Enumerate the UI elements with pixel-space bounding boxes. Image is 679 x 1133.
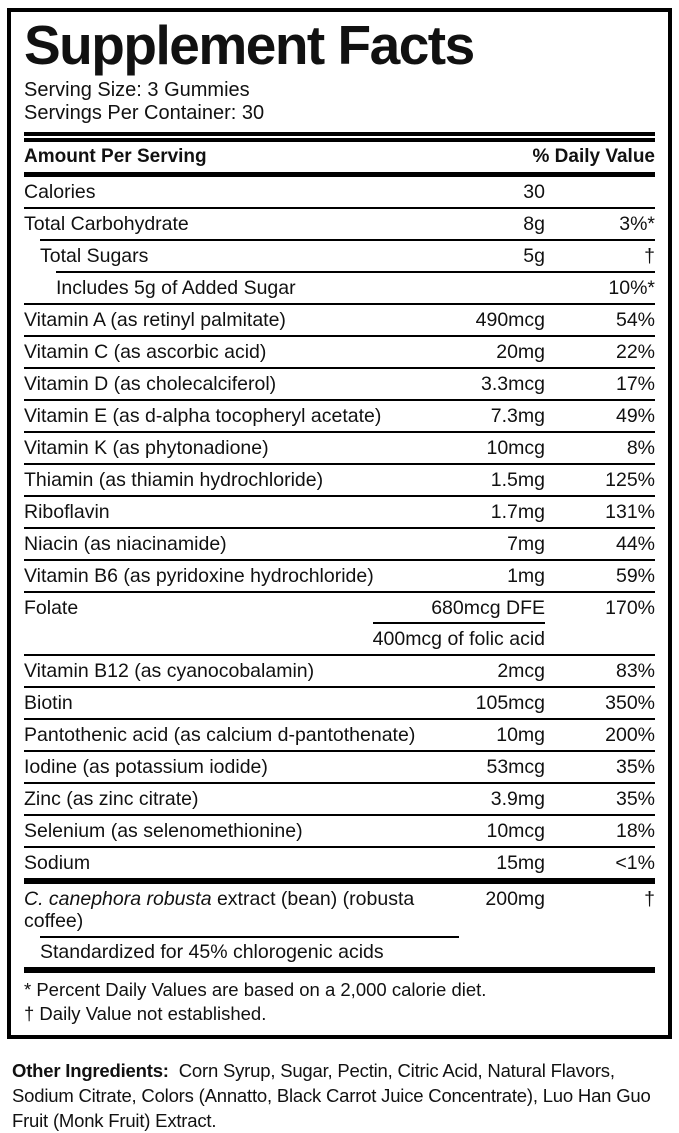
table-row [24,750,655,782]
table-row [24,431,655,463]
table-row [40,239,655,271]
nutrient-amount-primary: 680mcg DFE [373,597,545,624]
nutrient-daily-value: 22% [615,341,655,363]
table-row [24,495,655,527]
table-row [24,207,655,239]
nutrient-daily-value: 3%* [619,213,655,235]
nutrient-amount: 8g [523,213,545,235]
table-row [24,559,655,591]
nutrient-amount: 10mg [496,724,545,746]
nutrient-daily-value: 54% [615,309,655,331]
nutrient-name: Selenium (as selenomethionine) [24,820,303,842]
table-row [24,814,655,846]
nutrient-daily-value: 83% [615,660,655,682]
nutrient-amount: 10mcg [486,437,545,459]
nutrient-amount: 5g [523,245,545,267]
footnotes [24,973,655,1029]
table-row [24,718,655,750]
nutrient-name: Folate [24,597,79,619]
nutrient-amount: 53mcg [486,756,545,778]
nutrient-name: Vitamin C (as ascorbic acid) [24,341,267,363]
nutrient-daily-value: 10%* [608,277,655,299]
nutrient-name: Thiamin (as thiamin hydrochloride) [24,469,324,491]
table-row [24,878,655,936]
table-row [24,335,655,367]
nutrient-amount: 105mcg [475,692,545,714]
table-row [24,303,655,335]
nutrient-name: Biotin [24,692,73,714]
other-ingredients [12,1058,669,1133]
nutrient-daily-value: † [644,888,655,910]
table-row [56,271,655,303]
nutrient-daily-value: <1% [615,852,655,874]
nutrient-amount-secondary: 400mcg of folic acid [372,628,545,650]
double-rule [24,132,655,142]
table-subrow [40,936,655,967]
nutrient-amount: 10mcg [486,820,545,842]
nutrient-name: Zinc (as zinc citrate) [24,788,199,810]
nutrient-name: Includes 5g of Added Sugar [56,277,296,299]
nutrient-name: Calories [24,181,96,203]
other-ingredients-label: Other Ingredients: [12,1060,169,1081]
nutrient-amount: 200mg [485,888,545,910]
nutrient-daily-value: 350% [605,692,655,714]
nutrient-daily-value: 200% [605,724,655,746]
column-header-row [24,142,655,172]
nutrient-daily-value: 35% [615,788,655,810]
nutrient-daily-value: † [644,245,655,267]
nutrient-amount: 1mg [507,565,545,587]
nutrient-daily-value: 125% [605,469,655,491]
nutrient-amount: 1.5mg [490,469,545,491]
table-row [24,399,655,431]
table-row [24,463,655,495]
supplement-facts-label [7,8,672,1039]
nutrient-amount: 490mcg [475,309,545,331]
nutrient-amount: 7.3mg [490,405,545,427]
footnote-daily-value: * Percent Daily Values are based on a 2,000 calorie diet. [24,979,487,1000]
table-row [24,782,655,814]
label-title: Supplement Facts [24,14,474,76]
nutrient-amount: 1.7mg [490,501,545,523]
nutrient-name: Vitamin B12 (as cyanocobalamin) [24,660,315,682]
table-row [24,177,655,207]
nutrient-daily-value: 44% [615,533,655,555]
nutrient-daily-value: 17% [615,373,655,395]
nutrient-amount: 7mg [507,533,545,555]
nutrient-daily-value: 35% [615,756,655,778]
nutrient-name: C. canephora robusta extract (bean) (robusta coffee) [24,888,415,932]
nutrient-daily-value: 59% [615,565,655,587]
table-row [24,367,655,399]
table-row [24,654,655,686]
nutrient-amount: 3.9mg [490,788,545,810]
nutrient-amount: 2mcg [497,660,545,682]
footnote-dagger: † Daily Value not established. [24,1003,267,1024]
table-row [24,591,655,654]
nutrient-daily-value: 18% [615,820,655,842]
nutrient-table [24,177,655,967]
nutrient-name: Niacin (as niacinamide) [24,533,227,555]
nutrient-daily-value: 49% [615,405,655,427]
nutrient-amount: 20mg [496,341,545,363]
servings-per-container: Servings Per Container: 30 [24,102,265,124]
table-row [24,527,655,559]
column-header-amount: Amount Per Serving [24,146,207,167]
column-header-daily-value: % Daily Value [532,146,655,167]
nutrient-daily-value: 8% [626,437,655,459]
nutrient-name: Vitamin A (as retinyl palmitate) [24,309,286,331]
table-row [24,846,655,878]
nutrient-name: Total Carbohydrate [24,213,189,235]
nutrient-amount: 30 [523,181,545,203]
nutrient-name: Sodium [24,852,91,874]
nutrient-daily-value: 131% [605,501,655,523]
nutrient-name: Vitamin E (as d-alpha tocopheryl acetate) [24,405,382,427]
nutrient-daily-value: 170% [605,597,655,619]
nutrient-name-italic: C. canephora robusta [24,888,212,910]
table-row [24,686,655,718]
nutrient-amount: 3.3mcg [481,373,545,395]
nutrient-name: Riboflavin [24,501,110,523]
nutrient-name: Vitamin B6 (as pyridoxine hydrochloride) [24,565,374,587]
nutrient-subline: Standardized for 45% chlorogenic acids [40,941,384,963]
nutrient-amount [373,597,545,650]
nutrient-name: Vitamin D (as cholecalciferol) [24,373,277,395]
nutrient-name: Vitamin K (as phytonadione) [24,437,269,459]
nutrient-name: Pantothenic acid (as calcium d-pantothenate) [24,724,416,746]
nutrient-amount: 15mg [496,852,545,874]
nutrient-name: Total Sugars [40,245,149,267]
other-ingredients-text: Corn Syrup, Sugar, Pectin, Citric Acid, Natural Flavors, Sodium Citrate, Colors (Annatto, Black Carrot Juice Concentrate), Luo Han Guo Fruit (Monk Fruit) Extract. [12,1060,651,1131]
serving-size: Serving Size: 3 Gummies [24,79,250,101]
nutrient-name: Iodine (as potassium iodide) [24,756,268,778]
